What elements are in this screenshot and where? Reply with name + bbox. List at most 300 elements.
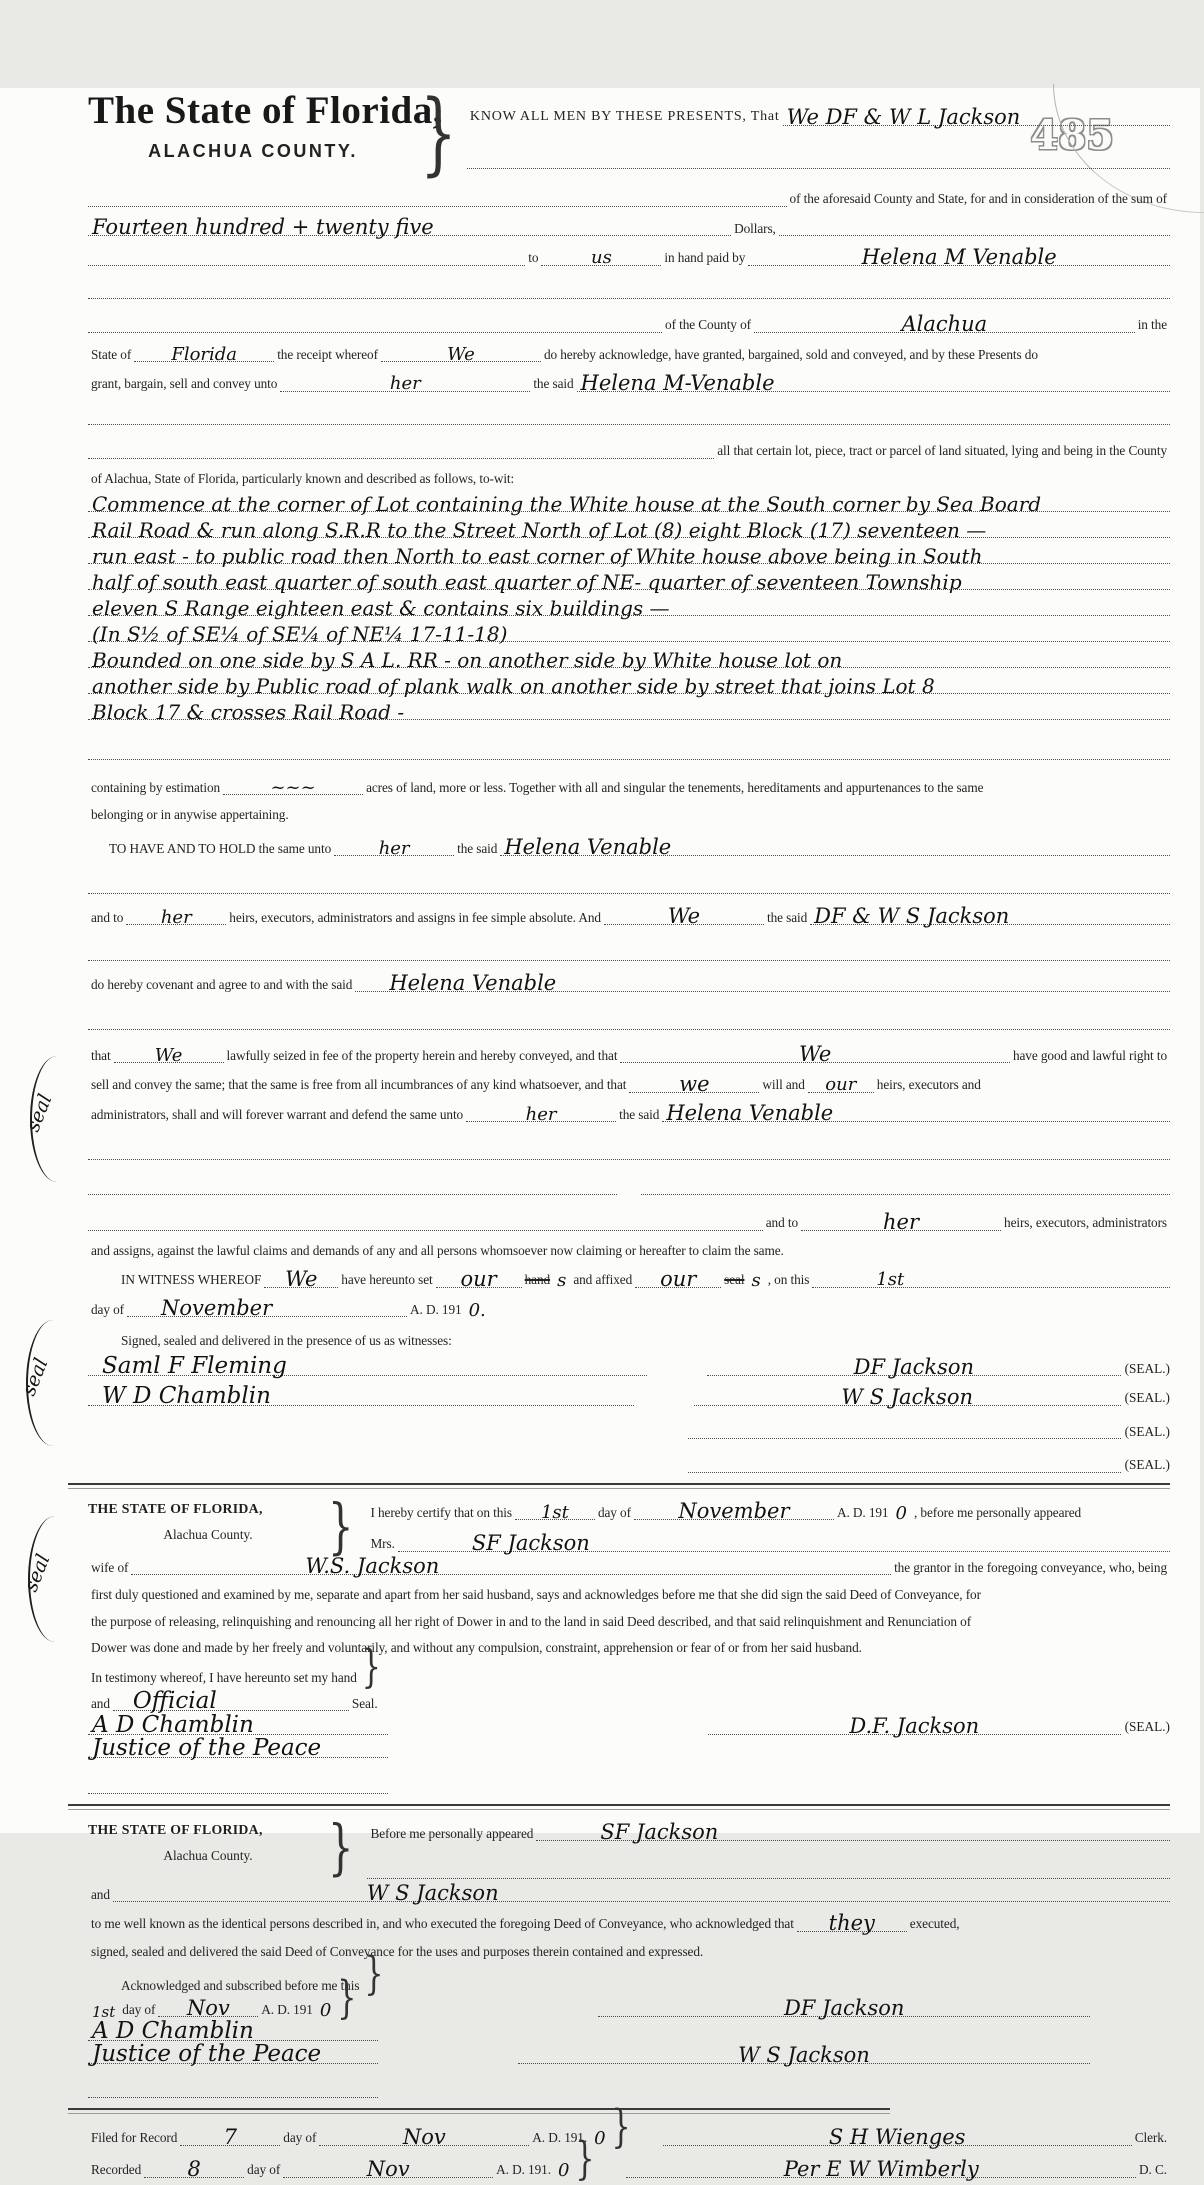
handwritten-text: 0 [594, 2128, 606, 2150]
filled-blank [518, 2043, 1090, 2068]
printed-text: Filed for Record [91, 2130, 178, 2146]
seal-handwriting: seal [21, 1091, 57, 1135]
notary-head [88, 1813, 1170, 1882]
handwritten-text: our [460, 1266, 497, 1291]
seal-label: (SEAL.) [1124, 1457, 1170, 1473]
handwritten-text: 1st [540, 1501, 569, 1523]
form-line [88, 368, 1170, 395]
handwritten-text: W S Jackson [366, 1881, 499, 1906]
printed-text: Mrs. [370, 1536, 395, 1552]
handwritten-text: Helena M Venable [861, 244, 1057, 269]
filled-blank [634, 1499, 834, 1524]
handwritten-text: us [591, 247, 612, 269]
seal-label: (SEAL.) [1124, 1423, 1170, 1439]
notary-county-label: Alachua County. [163, 1847, 253, 1863]
form-line [88, 486, 1170, 516]
form-line [88, 772, 1170, 796]
notary-head-left [88, 1497, 328, 1543]
handwritten-text: 8 [187, 2156, 201, 2181]
margin-seal-note [8, 1320, 78, 1450]
handwritten-text: We [285, 1266, 318, 1291]
handwritten-text: S H Wienges [828, 2124, 966, 2149]
handwritten-text: 7 [223, 2124, 237, 2149]
form-line [88, 870, 1170, 894]
filled-blank [662, 1101, 1170, 1126]
notary-state-label: THE STATE OF FLORIDA, [88, 1500, 263, 1516]
printed-text: A. D. 191. [496, 2162, 551, 2178]
handwritten-text: her [378, 837, 410, 859]
handwritten-text: November [678, 1499, 790, 1524]
printed-text: Signed, sealed and delivered in the presence of us as witnesses: [121, 1333, 452, 1349]
form-line [88, 736, 1170, 760]
handwritten-text: they [828, 1910, 875, 1935]
seal-label: (SEAL.) [1124, 1390, 1170, 1406]
filled-blank [754, 311, 1135, 336]
printed-text: wife of [91, 1559, 129, 1575]
form-line [467, 102, 1170, 129]
form-line [88, 1879, 1170, 1906]
blank-line [88, 1194, 617, 1195]
filled-blank [113, 1688, 349, 1715]
printed-text: signed, sealed and delivered the said Deed of Conveyance for the uses and purposes therein contained and expressed. [91, 1943, 704, 1959]
printed-text: have good and lawful right to [1012, 1047, 1167, 1063]
brace: } [337, 1972, 357, 2025]
form-header-left [88, 88, 443, 162]
state-title: The State of Florida, [88, 89, 443, 132]
blank-line [88, 893, 1170, 894]
form-line [88, 463, 1170, 487]
blank-line [88, 458, 714, 459]
filled-blank [88, 2041, 378, 2068]
printed-text: and [91, 1695, 110, 1711]
form-line [367, 1818, 1170, 1845]
printed-text: in hand paid by [664, 250, 746, 266]
filled-blank [515, 1501, 595, 1523]
printed-text: do hereby acknowledge, have granted, bargained, sold and conveyed, and by these Presents do [543, 346, 1038, 362]
blank-line [688, 1438, 1120, 1439]
form-line [88, 1382, 1170, 1409]
blank-line [88, 2097, 378, 2098]
form-line [88, 1552, 1170, 1579]
handwritten-text: A D Chamblin [92, 1711, 254, 1738]
handwritten-text: our [825, 1074, 857, 1096]
printed-text: the receipt whereof [277, 346, 378, 362]
blank-line [88, 206, 787, 207]
form-line [88, 1770, 1170, 1794]
filled-blank [88, 1382, 634, 1409]
handwritten-text: Helena Venable [389, 971, 557, 996]
printed-text: heirs, executors and [876, 1077, 981, 1093]
filled-blank [577, 370, 1170, 395]
notary-county-label: Alachua County. [163, 1526, 253, 1542]
handwritten-text: 0. [468, 1299, 486, 1321]
filled-blank [88, 1711, 388, 1738]
printed-text: of the County of [665, 317, 751, 333]
printed-text: in the [1137, 317, 1167, 333]
form-line [88, 1353, 1170, 1380]
handwritten-text: Rail Road & run along S.R.R to the Street North of Lot (8) eight Block (17) seventeen — [92, 518, 987, 542]
filled-blank [748, 244, 1170, 269]
form-line [88, 1006, 1170, 1030]
handwritten-text: s [557, 1270, 567, 1292]
notary-block-acknowledgment [88, 1813, 1170, 2098]
filled-blank [113, 1881, 1170, 1906]
filled-blank [134, 343, 274, 365]
filled-blank [264, 1266, 338, 1291]
printed-text: acres of land, more or less. Together with all and singular the tenements, hereditaments and appurtenances to the same [366, 779, 984, 795]
handwritten-text: 1st [876, 1269, 905, 1291]
printed-text: and to [91, 909, 124, 925]
form-line [88, 1711, 1170, 1738]
printed-text: day of [283, 2130, 317, 2146]
blank-line [88, 1029, 1170, 1030]
printed-text: Seal. [351, 1695, 378, 1711]
printed-text: that [91, 1047, 111, 1063]
printed-text: hand [524, 1272, 551, 1288]
handwritten-text: Block 17 & crosses Rail Road - [92, 700, 405, 724]
printed-text: the said [766, 909, 808, 925]
filled-blank [180, 2124, 280, 2149]
page-number: 485 [1030, 112, 1114, 159]
section-divider [68, 1804, 1170, 1810]
handwritten-text: We [667, 904, 701, 929]
handwritten-text: W S Jackson [738, 2043, 870, 2068]
printed-text: of Alachua, State of Florida, particularly known and described as follows, to-wit: [91, 470, 515, 486]
handwritten-text: Justice of the Peace [92, 2041, 322, 2068]
printed-text: Before me personally appeared [370, 1825, 534, 1841]
section-divider [68, 2108, 890, 2114]
printed-text: heirs, executors, administrators and assigns in fee simple absolute. And [229, 909, 601, 925]
filled-blank [398, 1530, 1170, 1555]
filled-blank [223, 776, 363, 798]
handwritten-text: we [679, 1071, 710, 1096]
form-line [467, 146, 1170, 170]
printed-text: administrators, shall and will forever warrant and defend the same unto [91, 1106, 464, 1122]
printed-text: day of [122, 2001, 156, 2017]
handwritten-text: Bounded on one side by S A L. RR - on another side by White house lot on [92, 648, 843, 672]
blank-line [88, 960, 1170, 961]
handwritten-text: Nov [402, 2124, 446, 2149]
blank-line [88, 1159, 1170, 1160]
form-line [88, 1099, 1170, 1126]
filled-blank [88, 1735, 388, 1762]
printed-text: Dollars, [734, 220, 776, 236]
printed-text: and assigns, against the lawful claims and demands of any and all persons whomsoever now claiming or hereafter to claim the same. [91, 1242, 784, 1258]
handwritten-text: Helena Venable [504, 835, 672, 860]
printed-text: Recorded [91, 2162, 142, 2178]
filled-blank [500, 835, 1170, 860]
handwritten-text: Per E W Wimberly [783, 2156, 979, 2181]
form-line [367, 1855, 1170, 1879]
filled-blank [783, 104, 1170, 129]
form-line [88, 242, 1170, 269]
filled-blank [801, 1209, 1001, 1234]
printed-text: IN WITNESS WHEREOF [121, 1272, 262, 1288]
printed-text: will and [762, 1077, 805, 1093]
seal-handwriting: seal [19, 1551, 55, 1595]
filled-blank [158, 1996, 258, 2021]
form-line [88, 937, 1170, 961]
filled-blank [381, 343, 541, 365]
printed-text: In testimony whereof, I have hereunto set my hand [91, 1670, 357, 1686]
blank-line [467, 168, 1170, 169]
handwritten-text: A D Chamblin [92, 2017, 254, 2044]
handwritten-text: her [160, 906, 192, 928]
printed-text: to [528, 250, 539, 266]
handwritten-text: D.F. Jackson [849, 1713, 980, 1738]
form-line [88, 2074, 1170, 2098]
form-line [88, 1579, 1170, 1603]
printed-text: day of [91, 1301, 124, 1317]
form-line [88, 2017, 1170, 2044]
handwritten-text: Official [132, 1688, 217, 1715]
filled-blank [541, 247, 661, 269]
filled-blank [114, 1044, 224, 1066]
handwritten-text: Helena M-Venable [580, 370, 775, 395]
handwritten-text: We DF & W L Jackson [786, 104, 1021, 129]
filled-blank [708, 1713, 1121, 1738]
handwritten-text: DF Jackson [783, 1996, 905, 2021]
form-line [88, 1325, 1170, 1349]
handwritten-text: We [447, 343, 475, 365]
handwritten-text: W.S. Jackson [305, 1554, 440, 1579]
filled-blank [319, 2124, 529, 2149]
notary-head-left [88, 1818, 328, 1864]
printed-text: and to [765, 1215, 799, 1231]
blank-line [779, 235, 1170, 236]
header-brace: } [420, 80, 457, 186]
filled-blank [88, 2017, 378, 2044]
form-line [88, 1207, 1170, 1234]
printed-text: lawfully seized in fee of the property herein and hereby conveyed, and that [226, 1047, 618, 1063]
blank-line [367, 1878, 1170, 1879]
filled-blank [334, 837, 454, 859]
notary-head [88, 1492, 1170, 1561]
notary-head-lines [367, 1818, 1170, 1879]
printed-text: seal [724, 1272, 745, 1288]
blank-line [88, 424, 1170, 425]
handwritten-text: DF Jackson [853, 1355, 975, 1380]
blank-line [88, 1230, 763, 1231]
form-line [88, 1735, 1170, 1762]
filled-blank [126, 906, 226, 928]
filled-blank [620, 1042, 1010, 1067]
printed-text: the grantor in the foregoing conveyance, who, being [894, 1559, 1167, 1575]
printed-text: containing by estimation [91, 779, 221, 795]
brace: } [364, 1948, 384, 2001]
printed-text: A. D. 191 [836, 1504, 889, 1520]
handwritten-text: 1st [92, 2002, 116, 2021]
handwritten-text: our [660, 1266, 697, 1291]
form-line [88, 2041, 1170, 2068]
seal-label: (SEAL.) [1124, 1719, 1170, 1735]
form-line [88, 435, 1170, 459]
filled-blank [283, 2156, 493, 2181]
handwritten-text: Justice of the Peace [92, 1735, 322, 1762]
form-line [88, 1908, 1170, 1935]
form-line [88, 1936, 1170, 1960]
filled-blank [127, 1296, 407, 1321]
form-line [88, 902, 1170, 929]
handwritten-text: Helena Venable [666, 1101, 834, 1126]
printed-text: sell and convey the same; that the same is free from all incumbrances of any kind whatsoever, and that [91, 1077, 627, 1093]
form-line [88, 402, 1170, 426]
printed-text: day of [597, 1504, 631, 1520]
printed-text: A. D. 191 [261, 2001, 313, 2017]
blank-line [88, 759, 1170, 760]
form-line [88, 1606, 1170, 1630]
handwritten-text: SF Jackson [600, 1820, 719, 1845]
form-line [88, 339, 1170, 363]
handwritten-text: Alachua [901, 311, 988, 336]
handwritten-text: another side by Public road of plank walk on another side by street that joins Lot 8 [92, 674, 935, 698]
form-line [88, 1632, 1170, 1656]
handwritten-text: 0 [557, 2160, 570, 2182]
filled-blank [694, 1384, 1121, 1409]
handwritten-text: her [389, 373, 421, 395]
blank-line [88, 332, 662, 333]
filled-blank [536, 1820, 1170, 1845]
handwritten-text: (In S½ of SE¼ of SE¼ of NE¼ 17-11-18) [92, 622, 508, 646]
brace: } [575, 2132, 595, 2185]
handwritten-text: We [799, 1042, 832, 1067]
deed-body [88, 183, 1170, 1473]
filled-blank [280, 373, 530, 395]
notary-body [88, 1552, 1170, 1794]
form-line [88, 1294, 1170, 1321]
printed-text: , on this [767, 1272, 810, 1288]
printed-text: Dower was done and made by her freely and voluntarily, and without any compulsion, constraint, apprehension or fear of or from her said husband. [91, 1640, 862, 1656]
filled-blank [812, 1269, 1170, 1291]
form-line [88, 1172, 1170, 1196]
blank-line [688, 1472, 1120, 1473]
handwritten-text: ~~~ [270, 776, 316, 798]
form-line [88, 276, 1170, 300]
filled-blank [131, 1554, 891, 1579]
header-opening-lines [467, 88, 1170, 169]
filled-blank [663, 2124, 1132, 2149]
printed-text: belonging or in anywise appertaining. [91, 807, 289, 823]
handwritten-text: 0 [319, 1999, 332, 2021]
filled-blank [598, 1996, 1090, 2021]
form-line [88, 1416, 1170, 1440]
printed-text: I hereby certify that on this [370, 1504, 512, 1520]
handwritten-text: DF & W S Jackson [814, 904, 1010, 929]
handwritten-text: Nov [186, 1996, 230, 2021]
filled-blank [629, 1071, 759, 1096]
filing-block [88, 2100, 1170, 2185]
printed-text: the said [619, 1106, 660, 1122]
printed-text: the said [533, 376, 574, 392]
blank-line [88, 298, 1170, 299]
printed-text: executed, [909, 1916, 960, 1932]
margin-seal-note [12, 1056, 82, 1186]
filled-blank [808, 1074, 874, 1096]
printed-text: Acknowledged and subscribed before me this [121, 1977, 360, 1993]
filled-blank [355, 971, 1170, 996]
blank-line [88, 1793, 388, 1794]
handwritten-text: November [161, 1296, 273, 1321]
form-line [88, 833, 1170, 860]
form-line [88, 1136, 1170, 1160]
handwritten-text: W D Chamblin [102, 1382, 271, 1409]
notary-state-label: THE STATE OF FLORIDA, [88, 1821, 263, 1837]
form-line [88, 1449, 1170, 1473]
form-line [88, 213, 1170, 240]
form-line [88, 799, 1170, 823]
printed-text: day of [247, 2162, 281, 2178]
form-line [88, 2100, 1170, 2153]
handwritten-text: Fourteen hundred + twenty five [92, 215, 434, 240]
printed-text: the purpose of releasing, relinquishing and renouncing all her right of Dower in and to the land in said Deed described, and that said relinquishment and Renunciation of [91, 1613, 972, 1629]
handwritten-text: Saml F Fleming [102, 1353, 287, 1380]
blank-line [88, 265, 525, 266]
form-line [88, 1040, 1170, 1067]
printed-text: and [91, 1886, 110, 1902]
section-divider [68, 1483, 1170, 1489]
filled-blank [436, 1266, 522, 1291]
printed-text: KNOW ALL MEN BY THESE PRESENTS, That [469, 109, 780, 125]
seal-label: (SEAL.) [1124, 1360, 1170, 1376]
form-line [88, 969, 1170, 996]
handwritten-text: Commence at the corner of Lot containing the White house at the South corner by Sea Board [92, 492, 1042, 516]
filled-blank [466, 1103, 616, 1125]
form-header [88, 80, 1170, 186]
printed-text: , before me personally appeared [913, 1504, 1082, 1520]
handwritten-text: half of south east quarter of south east quarter of NE- quarter of seventeen Township [92, 570, 962, 594]
brace: } [611, 2100, 631, 2153]
filled-blank [810, 904, 1170, 929]
handwritten-text: SF Jackson [471, 1530, 590, 1555]
handwritten-text: Nov [366, 2156, 410, 2181]
printed-text: D. C. [1139, 2162, 1167, 2178]
filled-blank [797, 1910, 907, 1935]
printed-text: the said [457, 840, 498, 856]
notary-brace: } [328, 1492, 354, 1561]
printed-text: first duly questioned and examined by me, separate and apart from her said husband, says and acknowledges before me that she did sign the said Deed of Conveyance, for [91, 1587, 981, 1603]
form-line [88, 1069, 1170, 1096]
handwritten-text: Florida [171, 343, 238, 365]
printed-text: heirs, executors, administrators [1004, 1215, 1167, 1231]
notary-brace: } [328, 1813, 354, 1882]
notary-head-lines [367, 1497, 1170, 1555]
filled-blank [707, 1355, 1120, 1380]
filled-blank [635, 1266, 721, 1291]
handwritten-text: eleven S Range eighteen east & contains six buildings — [92, 596, 670, 620]
form-line [88, 1264, 1170, 1292]
blank-line [641, 1194, 1170, 1195]
form-line [367, 1497, 1170, 1524]
county-title: ALACHUA COUNTY. [148, 141, 358, 161]
printed-text: do hereby covenant and agree to and with the said [91, 976, 353, 992]
seal-handwriting: seal [17, 1355, 53, 1399]
handwritten-text: her [525, 1103, 557, 1125]
form-line [88, 309, 1170, 336]
filled-blank [144, 2156, 244, 2181]
form-line [88, 183, 1170, 207]
printed-text: have hereunto set [341, 1272, 433, 1288]
margin-seal-note [10, 1516, 80, 1646]
filled-blank [88, 1353, 647, 1380]
filled-blank [626, 2156, 1136, 2181]
handwritten-text: We [154, 1044, 183, 1066]
printed-text: grant, bargain, sell and convey unto [91, 376, 278, 392]
form-line [367, 1528, 1170, 1555]
handwritten-text: run east - to public road then North to east corner of White house above being in South [92, 544, 983, 568]
printed-text: all that certain lot, piece, tract or parcel of land situated, lying and being in the County [717, 443, 1167, 459]
handwritten-text: s [751, 1270, 761, 1292]
filled-blank [88, 215, 731, 240]
